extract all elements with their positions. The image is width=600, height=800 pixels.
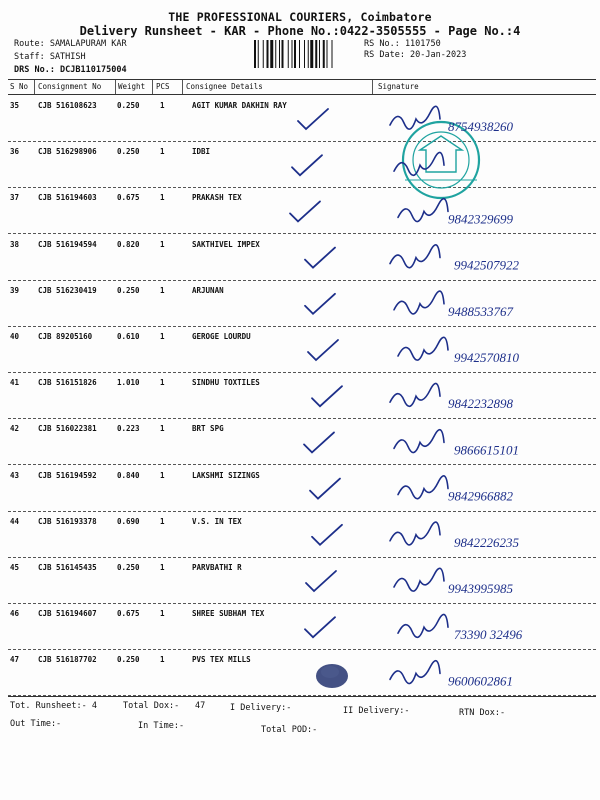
row-sno: 39: [10, 286, 20, 295]
i-delivery: I Delivery:-: [230, 703, 292, 713]
row-consignee: IDBI: [192, 147, 211, 156]
handwritten-phone: 9488533767: [448, 303, 513, 319]
col-divider: [182, 80, 183, 94]
handwritten-phone: 9842226235: [454, 534, 519, 550]
row-consignee: AGIT KUMAR DAKHIN RAY: [192, 101, 287, 110]
col-header-signature: Signature: [378, 82, 419, 91]
row-sno: 45: [10, 563, 20, 572]
table-row: [0, 284, 600, 324]
row-pcs: 1: [160, 332, 165, 341]
row-separator: [8, 187, 596, 188]
handwritten-phone: 9842329699: [448, 211, 513, 227]
row-weight: 1.010: [117, 378, 140, 387]
row-separator: [8, 141, 596, 142]
row-separator: [8, 418, 596, 419]
handwritten-phone: 9600602861: [448, 673, 513, 689]
row-consignment-no: CJB 516108623: [38, 101, 97, 110]
row-consignment-no: CJB 516194607: [38, 609, 97, 618]
col-header-consignee: Consignee Details: [186, 82, 263, 91]
row-consignment-no: CJB 516230419: [38, 286, 97, 295]
handwritten-phone: 9943995985: [448, 581, 513, 596]
col-header-sno: S No: [10, 82, 29, 91]
handwritten-phone: 9942570810: [454, 350, 519, 365]
rs-no-label: RS No.: 1101750: [364, 39, 441, 49]
row-weight: 0.250: [117, 286, 140, 295]
table-row: [0, 145, 600, 185]
out-time: Out Time:-: [10, 719, 62, 729]
row-weight: 0.223: [117, 424, 140, 433]
table-row: [0, 607, 600, 647]
row-consignment-no: CJB 516194594: [38, 240, 97, 249]
row-pcs: 1: [160, 240, 165, 249]
row-separator: [8, 326, 596, 327]
row-separator: [8, 603, 596, 604]
row-sno: 47: [10, 655, 20, 664]
row-sno: 43: [10, 471, 20, 480]
row-consignment-no: CJB 516151826: [38, 378, 97, 387]
row-consignment-no: CJB 516298906: [38, 147, 97, 156]
ii-delivery: II Delivery:-: [343, 706, 410, 716]
company-title: THE PROFESSIONAL COURIERS, Coimbatore: [168, 10, 432, 24]
table-row: [0, 653, 600, 693]
row-sno: 41: [10, 378, 20, 387]
rs-date-label: RS Date: 20-Jan-2023: [364, 50, 467, 60]
row-sno: 35: [10, 101, 20, 110]
row-consignment-no: CJB 516187702: [38, 655, 97, 664]
row-consignment-no: CJB 516022381: [38, 424, 97, 433]
row-consignee: PRAKASH TEX: [192, 193, 242, 202]
row-pcs: 1: [160, 378, 165, 387]
row-sno: 46: [10, 609, 20, 618]
row-weight: 0.675: [117, 609, 140, 618]
rtn-dox: RTN Dox:-: [459, 708, 506, 718]
row-sno: 37: [10, 193, 20, 202]
row-pcs: 1: [160, 655, 165, 664]
runsheet-subtitle: Delivery Runsheet - KAR - Phone No.:0422-3505555 - Page No.:4: [79, 24, 521, 38]
row-consignee: PVS TEX MILLS: [192, 655, 251, 664]
table-row: [0, 515, 600, 555]
row-pcs: 1: [160, 471, 165, 480]
table-row: [0, 422, 600, 462]
row-weight: 0.250: [117, 147, 140, 156]
col-header-consignment: Consignment No: [38, 82, 102, 91]
table-row: [0, 191, 600, 231]
header-bottom-rule: [8, 94, 596, 95]
col-header-weight: Weight: [118, 82, 146, 91]
row-pcs: 1: [160, 424, 165, 433]
handwritten-phone: 9866615101: [454, 442, 519, 458]
row-separator: [8, 372, 596, 373]
drs-label: DRS No.: DCJB110175004: [14, 65, 127, 75]
row-sno: 38: [10, 240, 20, 249]
handwritten-phone: 9842966882: [448, 488, 513, 504]
row-pcs: 1: [160, 609, 165, 618]
col-divider: [115, 80, 116, 94]
handwritten-phone: 73390 32496: [454, 627, 523, 643]
barcode-image: [254, 40, 358, 68]
handwritten-phone: 9942507922: [454, 257, 519, 273]
row-sno: 44: [10, 517, 20, 526]
row-separator: [8, 649, 596, 650]
row-pcs: 1: [160, 193, 165, 202]
row-pcs: 1: [160, 101, 165, 110]
row-separator: [8, 464, 596, 465]
row-consignment-no: CJB 516193378: [38, 517, 97, 526]
row-separator: [8, 557, 596, 558]
footer-rule: [8, 696, 596, 697]
row-sno: 42: [10, 424, 20, 433]
row-sno: 36: [10, 147, 20, 156]
col-header-pcs: PCS: [156, 82, 170, 91]
row-consignee: BRT SPG: [192, 424, 224, 433]
row-weight: 0.250: [117, 655, 140, 664]
row-weight: 0.610: [117, 332, 140, 341]
in-time: In Time:-: [138, 721, 185, 731]
handwritten-phone: 8754938260: [448, 119, 513, 134]
row-weight: 0.250: [117, 101, 140, 110]
row-consignee: V.S. IN TEX: [192, 517, 242, 526]
table-row: [0, 469, 600, 509]
row-pcs: 1: [160, 517, 165, 526]
col-divider: [372, 80, 373, 94]
total-dox-label: Total Dox:-: [123, 701, 180, 711]
total-dox-value: 47: [195, 701, 206, 711]
row-separator: [8, 233, 596, 234]
table-row: [0, 330, 600, 370]
header-top-rule: [8, 79, 596, 80]
row-weight: 0.250: [117, 563, 140, 572]
row-weight: 0.675: [117, 193, 140, 202]
table-row: [0, 99, 600, 139]
row-pcs: 1: [160, 286, 165, 295]
row-consignee: ARJUNAN: [192, 286, 224, 295]
row-consignee: PARVBATHI R: [192, 563, 242, 572]
tot-runsheet: Tot. Runsheet:- 4: [10, 701, 97, 711]
row-consignment-no: CJB 516194592: [38, 471, 97, 480]
row-weight: 0.690: [117, 517, 140, 526]
row-consignee: LAKSHMI SIZINGS: [192, 471, 260, 480]
row-consignee: SAKTHIVEL IMPEX: [192, 240, 260, 249]
total-pod: Total POD:-: [261, 725, 318, 735]
row-sno: 40: [10, 332, 20, 341]
row-consignment-no: CJB 516194603: [38, 193, 97, 202]
row-consignment-no: CJB 516145435: [38, 563, 97, 572]
row-consignee: SINDHU TOXTILES: [192, 378, 260, 387]
row-weight: 0.840: [117, 471, 140, 480]
table-row: [0, 376, 600, 416]
row-weight: 0.820: [117, 240, 140, 249]
row-pcs: 1: [160, 563, 165, 572]
row-consignment-no: CJB 89205160: [38, 332, 93, 341]
route-label: Route: SAMALAPURAM KAR: [14, 39, 127, 49]
row-separator: [8, 280, 596, 281]
row-consignee: SHREE SUBHAM TEX: [192, 609, 265, 618]
staff-label: Staff: SATHISH: [14, 52, 86, 62]
row-consignee: GEROGE LOURDU: [192, 332, 251, 341]
row-pcs: 1: [160, 147, 165, 156]
row-separator: [8, 511, 596, 512]
table-row: [0, 238, 600, 278]
table-row: [0, 561, 600, 601]
col-divider: [152, 80, 153, 94]
col-divider: [34, 80, 35, 94]
handwritten-phone: 9842232898: [448, 396, 513, 412]
